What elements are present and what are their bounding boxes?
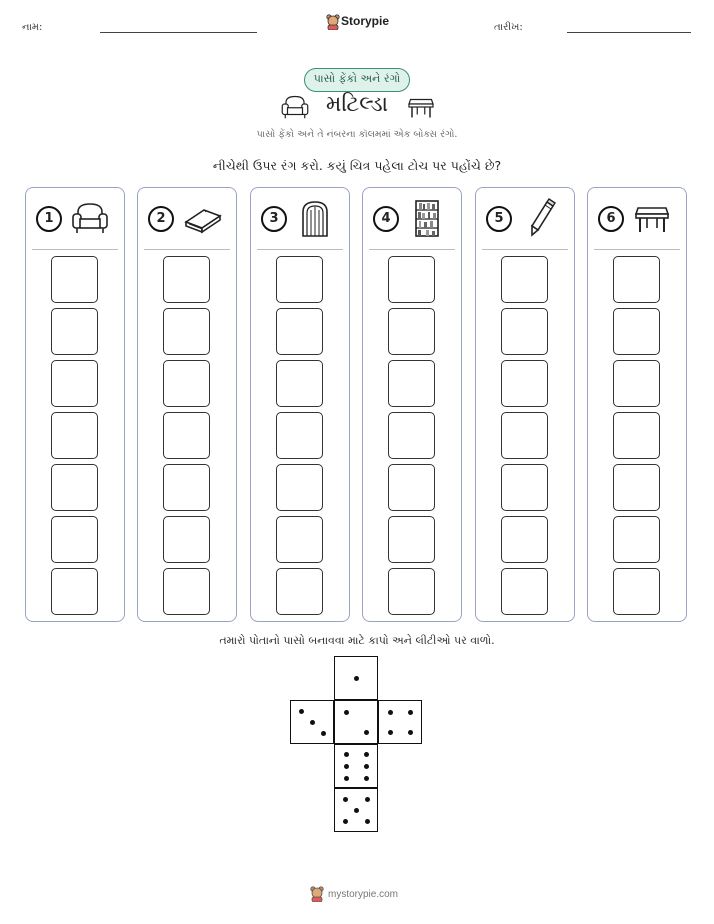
dice-pip [354,676,359,681]
dice-pip [343,819,348,824]
column-divider [482,249,568,250]
column-1 [25,187,125,622]
dice-pip [344,764,349,769]
color-box[interactable] [388,360,435,407]
color-box[interactable] [276,360,323,407]
color-box[interactable] [276,256,323,303]
column-divider [257,249,343,250]
dice-pip [343,797,348,802]
dice-face-6 [334,744,378,788]
column-divider [144,249,230,250]
dice-face-3 [290,700,334,744]
brand-logo [326,12,396,32]
column-2 [137,187,237,622]
column-divider [32,249,118,250]
dice-face-1 [334,656,378,700]
brand-name: Storypie [341,14,390,28]
book-icon [182,198,222,238]
armchair-icon [70,198,110,238]
color-box[interactable] [163,412,210,459]
date-line[interactable] [567,32,691,33]
dice-pip [344,710,349,715]
color-box[interactable] [501,412,548,459]
dice-pip [299,709,304,714]
column-number: 3 [261,206,287,232]
column-divider [369,249,455,250]
color-box[interactable] [501,568,548,615]
color-box[interactable] [388,516,435,563]
dice-pip [344,776,349,781]
dice-face-5 [334,788,378,832]
dice-pip [364,730,369,735]
worksheet-title: મટિલ્ડા [325,92,389,117]
color-box[interactable] [51,568,98,615]
dice-pip [388,710,393,715]
name-line[interactable] [100,32,257,33]
dice-instruction: તમારો પોતાનો પાસો બનાવવા માટે કાપો અને લીટીઓ પર વાળો. [219,634,495,647]
dice-pip [408,730,413,735]
color-box[interactable] [163,308,210,355]
worksheet-subtitle: પાસો ફેંકો અને તે નંબરના કૉલમમાં એક બોક્સ રંગો. [256,129,458,140]
color-box[interactable] [163,568,210,615]
column-3 [250,187,350,622]
column-number: 5 [486,206,512,232]
color-box[interactable] [163,360,210,407]
dice-pip [364,752,369,757]
color-box[interactable] [51,308,98,355]
color-box[interactable] [388,256,435,303]
column-number: 2 [148,206,174,232]
bear-icon [326,14,340,30]
color-box[interactable] [388,412,435,459]
column-number: 1 [36,206,62,232]
color-box[interactable] [276,568,323,615]
bookshelf-icon [407,198,447,238]
footer-url[interactable]: mystorypie.com [328,889,399,900]
bear-icon [310,886,324,902]
color-box[interactable] [163,464,210,511]
column-4 [362,187,462,622]
color-box[interactable] [51,256,98,303]
dice-face-4 [378,700,422,744]
column-number: 6 [598,206,624,232]
stool-icon [406,92,436,122]
dice-pip [321,731,326,736]
column-number: 4 [373,206,399,232]
dice-pip [365,819,370,824]
stool-icon [632,198,672,238]
color-box[interactable] [163,516,210,563]
color-box[interactable] [501,464,548,511]
column-5 [475,187,575,622]
color-box[interactable] [613,464,660,511]
column-divider [594,249,680,250]
dice-pip [408,710,413,715]
activity-pill: પાસો ફેંકો અને રંગો [304,68,410,92]
color-box[interactable] [613,516,660,563]
color-box[interactable] [388,464,435,511]
date-label: તારીખ: [494,22,523,33]
armchair-icon [280,92,310,122]
instruction-question: નીચેથી ઉપર રંગ કરો. કયું ચિત્ર પહેલા ટોચ પર પહોંચે છે? [212,158,502,173]
dice-net [290,656,424,836]
dice-pip [388,730,393,735]
color-box[interactable] [276,464,323,511]
color-box[interactable] [388,568,435,615]
color-box[interactable] [613,412,660,459]
color-box[interactable] [51,464,98,511]
color-box[interactable] [501,516,548,563]
color-box[interactable] [613,568,660,615]
dice-pip [364,776,369,781]
pencil-icon [520,198,560,238]
color-box[interactable] [276,412,323,459]
color-box[interactable] [163,256,210,303]
color-box[interactable] [51,360,98,407]
color-box[interactable] [51,412,98,459]
door-icon [295,198,335,238]
dice-pip [354,808,359,813]
dice-pip [364,764,369,769]
color-box[interactable] [501,256,548,303]
color-box[interactable] [613,256,660,303]
color-box[interactable] [388,308,435,355]
dice-face-2 [334,700,378,744]
color-box[interactable] [276,308,323,355]
color-box[interactable] [501,360,548,407]
color-box[interactable] [51,516,98,563]
dice-pip [310,720,315,725]
color-box[interactable] [276,516,323,563]
column-6 [587,187,687,622]
dice-pip [344,752,349,757]
color-box[interactable] [613,308,660,355]
footer [310,886,420,904]
name-label: નામ: [22,22,43,33]
dice-pip [365,797,370,802]
color-box[interactable] [501,308,548,355]
color-box[interactable] [613,360,660,407]
